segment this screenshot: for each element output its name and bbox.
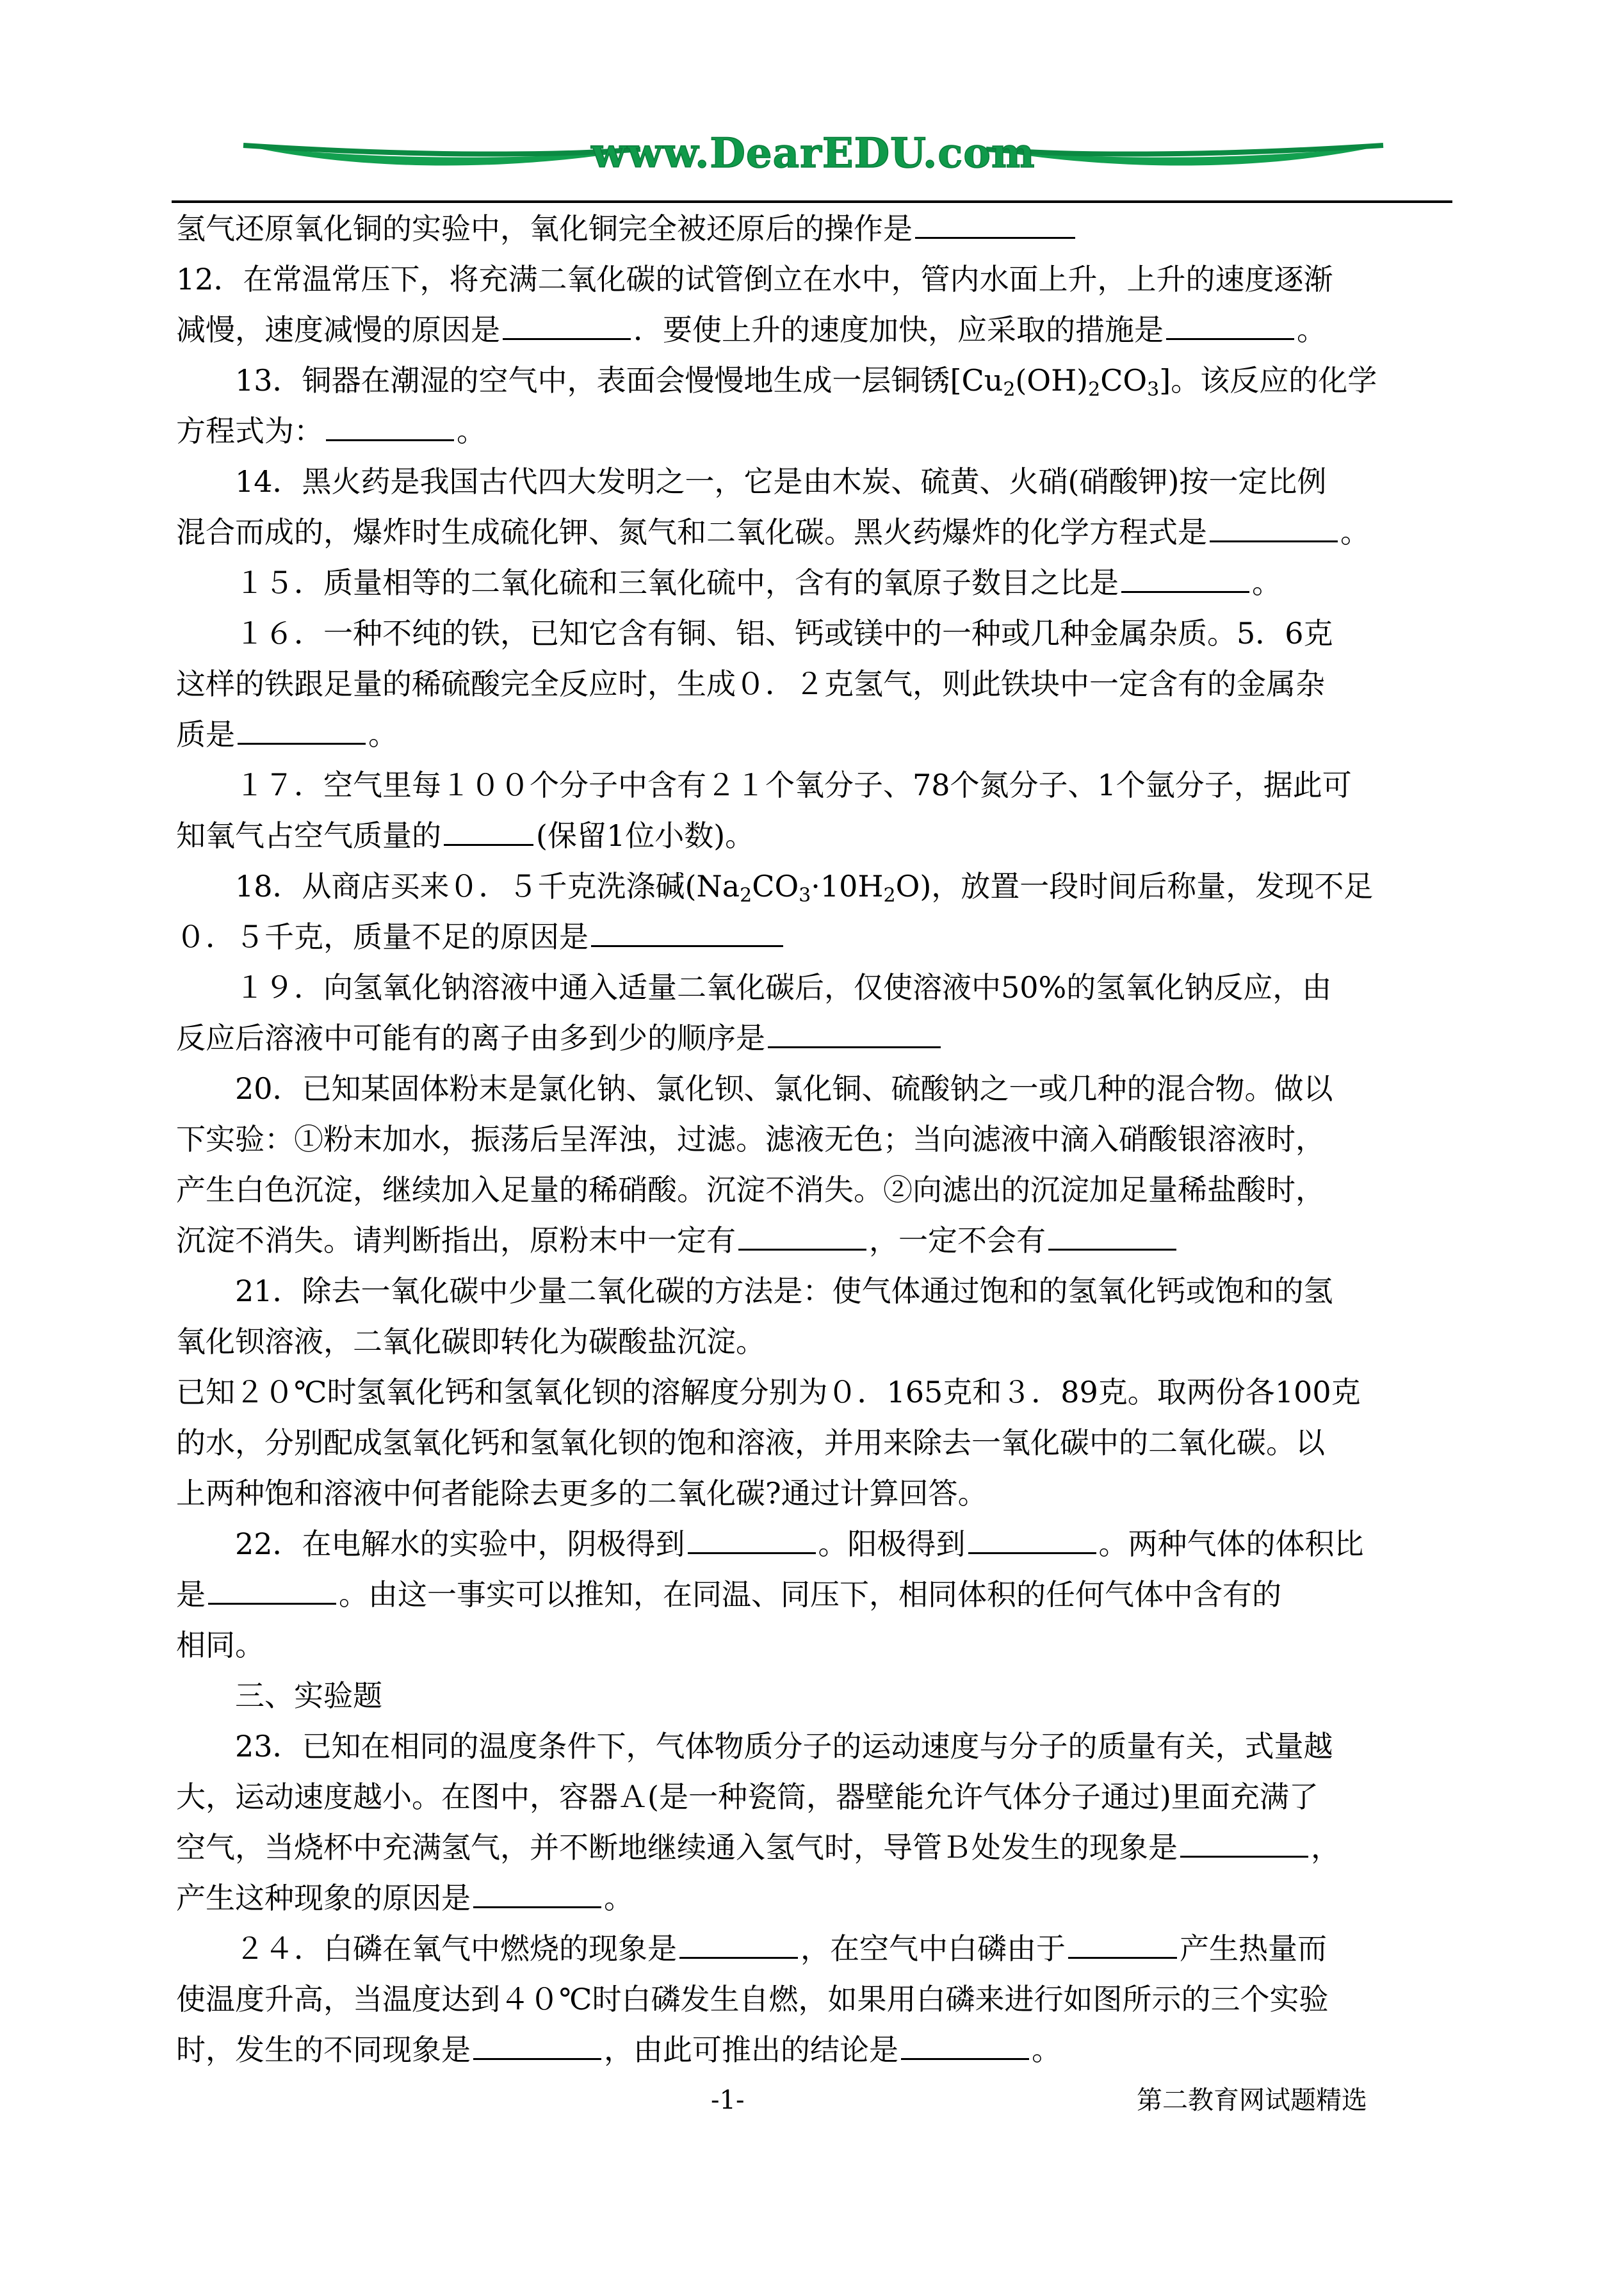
- answer-blank: [1048, 1220, 1176, 1251]
- answer-blank: [503, 310, 631, 340]
- text-line: 混合而成的，爆炸时生成硫化钾、氮气和二氧化碳。黑火药爆炸的化学方程式是 。: [176, 507, 1447, 558]
- footer-source: 第二教育网试题精选: [1137, 2086, 1367, 2115]
- answer-blank: [473, 1878, 601, 1908]
- answer-blank: [1121, 563, 1249, 593]
- answer-blank: [326, 411, 454, 441]
- text-line: 知氧气占空气质量的 (保留1位小数)。: [176, 811, 1447, 861]
- answer-blank: [1180, 1828, 1308, 1858]
- answer-blank: [968, 1524, 1096, 1554]
- text-line: 是 。由这一事实可以推知，在同温、同压下，相同体积的任何气体中含有的: [176, 1569, 1447, 1620]
- text-line: 空气，当烧杯中充满氢气，并不断地继续通入氢气时，导管Ｂ处发生的现象是 ，: [176, 1822, 1447, 1873]
- question-21: 21．除去一氧化碳中少量二氧化碳的方法是：使气体通过饱和的氢氧化钙或饱和的氢: [235, 1274, 1333, 1308]
- text-line: ０．５千克，质量不足的原因是: [176, 912, 1447, 962]
- question-24: ２４．白磷在氧气中燃烧的现象是 ，在空气中白磷由于 产生热量而: [176, 1924, 1447, 1974]
- answer-blank: [444, 816, 533, 846]
- page-number: -1-: [711, 2086, 745, 2115]
- text-line: 上两种饱和溶液中何者能除去更多的二氧化碳?通过计算回答。: [176, 1476, 987, 1511]
- text-line: 产生白色沉淀，继续加入足量的稀硝酸。沉淀不消失。②向滤出的沉淀加足量稀盐酸时，: [176, 1172, 1325, 1207]
- text-line: 产生这种现象的原因是 。: [176, 1873, 1447, 1924]
- text-line: 质是 。: [176, 710, 1447, 760]
- text-line: 大，运动速度越小。在图中，容器Ａ(是一种瓷筒，器壁能允许气体分子通过)里面充满了: [176, 1780, 1319, 1814]
- question-17: １７．空气里每１００个分子中含有２１个氧分子、78个氮分子、1个氩分子，据此可: [235, 768, 1352, 802]
- text-line: 已知２０℃时氢氧化钙和氢氧化钡的溶解度分别为０．165克和３．89克。取两份各100克: [176, 1375, 1361, 1409]
- text-line: 这样的铁跟足量的稀硫酸完全反应时，生成０．２克氢气，则此铁块中一定含有的金属杂: [176, 667, 1325, 701]
- answer-blank: [208, 1575, 336, 1605]
- answer-blank: [238, 715, 366, 745]
- site-url: www.DearEDU.com: [591, 129, 1035, 177]
- text-line: 氢气还原氧化铜的实验中，氧化铜完全被还原后的操作是: [176, 204, 1447, 254]
- answer-blank: [738, 1220, 866, 1251]
- header-rule: [172, 200, 1452, 203]
- text-line: 方程式为： 。: [176, 406, 1447, 457]
- section-heading: 三、实验题: [235, 1678, 382, 1713]
- text-line: 使温度升高，当温度达到４０℃时白磷发生自燃，如果用白磷来进行如图所示的三个实验: [176, 1982, 1329, 2016]
- question-16: １６．一种不纯的铁，已知它含有铜、铝、钙或镁中的一种或几种金属杂质。5．6克: [235, 616, 1333, 651]
- answer-blank: [1166, 310, 1294, 340]
- text-line: 沉淀不消失。请判断指出，原粉末中一定有 ，一定不会有: [176, 1215, 1447, 1266]
- text-line: 下实验：①粉末加水，振荡后呈浑浊，过滤。滤液无色；当向滤液中滴入硝酸银溶液时，: [176, 1122, 1325, 1156]
- answer-blank: [1210, 512, 1338, 542]
- question-12: 12．在常温常压下，将充满二氧化碳的试管倒立在水中，管内水面上升，上升的速度逐渐: [176, 262, 1333, 296]
- answer-blank: [1068, 1929, 1177, 1959]
- text-line: 的水，分别配成氢氧化钙和氢氧化钡的饱和溶液，并用来除去一氧化碳中的二氧化碳。以: [176, 1425, 1325, 1460]
- answer-blank: [915, 209, 1075, 239]
- question-20: 20．已知某固体粉末是氯化钠、氯化钡、氯化铜、硫酸钠之一或几种的混合物。做以: [235, 1071, 1333, 1106]
- question-23: 23．已知在相同的温度条件下，气体物质分子的运动速度与分子的质量有关，式量越: [235, 1729, 1333, 1764]
- answer-blank: [901, 2030, 1029, 2060]
- document-body: [176, 204, 1447, 2075]
- text-line: 减慢，速度减慢的原因是 ．要使上升的速度加快，应采取的措施是 。: [176, 305, 1447, 355]
- question-19: １９．向氢氧化钠溶液中通入适量二氧化碳后，仅使溶液中50%的氢氧化钠反应，由: [235, 970, 1332, 1005]
- answer-blank: [768, 1018, 941, 1048]
- text-line: 时，发生的不同现象是 ，由此可推出的结论是 。: [176, 2025, 1447, 2075]
- answer-blank: [688, 1524, 816, 1554]
- question-22: 22．在电解水的实验中，阴极得到 。阳极得到 。两种气体的体积比: [176, 1519, 1447, 1569]
- question-14: 14．黑火药是我国古代四大发明之一，它是由木炭、硫黄、火硝(硝酸钾)按一定比例: [235, 464, 1327, 499]
- question-13: 13．铜器在潮湿的空气中，表面会慢慢地生成一层铜锈$[Cu_2(OH)_2CO_3]$。该反应的化学: [235, 363, 1377, 401]
- question-15: １５．质量相等的二氧化硫和三氧化硫中，含有的氧原子数目之比是 。: [176, 558, 1447, 608]
- answer-blank: [473, 2030, 601, 2060]
- answer-blank: [679, 1929, 798, 1959]
- text-line: 反应后溶液中可能有的离子由多到少的顺序是: [176, 1013, 1447, 1064]
- header-banner: [231, 118, 1396, 189]
- question-18: 18．从商店买来０．５千克洗涤碱$(Na_2CO_3\cdot 10H_2O)$，放置一段时间后称量，发现不足: [235, 869, 1374, 907]
- answer-blank: [591, 917, 783, 947]
- text-line: 氧化钡溶液，二氧化碳即转化为碳酸盐沉淀。: [176, 1324, 765, 1359]
- text-line: 相同。: [176, 1628, 264, 1662]
